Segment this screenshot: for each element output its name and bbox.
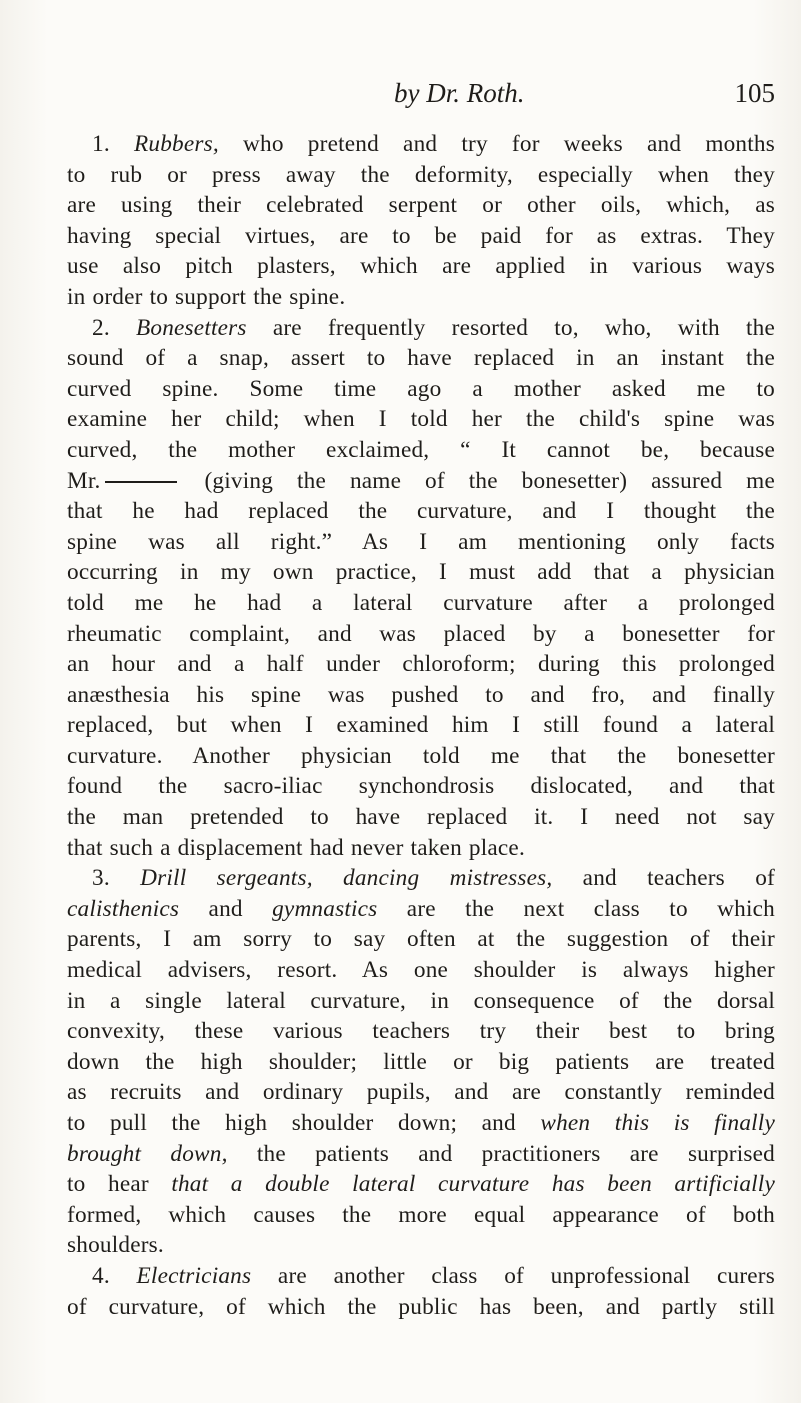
line-text: Mr. [67, 467, 101, 494]
line-text: told me he had a lateral curvature after a prolonged [67, 589, 775, 616]
line-text: are another class of unprofessional curers [251, 1262, 775, 1289]
text-line [67, 343, 775, 374]
text-line [67, 251, 775, 282]
line-text: to rub or press away the deformity, especially when they [67, 161, 775, 188]
line-text: 4. [92, 1262, 137, 1289]
italic-term: Drill sergeants, dancing mistresses, [140, 865, 553, 892]
text-line [67, 1047, 775, 1078]
text-line [67, 221, 775, 252]
text-line [67, 649, 775, 680]
italic-phrase: brought down, [67, 1140, 228, 1167]
italic-phrase: that a double lateral curvature has been artificially [171, 1171, 775, 1198]
text-line [67, 466, 775, 497]
line-text: found the sacro-iliac synchondrosis dislocated, and that [67, 773, 775, 800]
text-line [67, 680, 775, 711]
line-text: occurring in my own practice, I must add that a physician [67, 559, 775, 586]
text-line [67, 924, 775, 955]
line-text: 3. [92, 865, 141, 892]
line-text: shoulders. [67, 1232, 164, 1259]
line-text: and teachers of [552, 865, 775, 892]
line-text: that such a displacement had never taken place. [67, 834, 525, 861]
text-line [67, 863, 775, 894]
line-text: curvature. Another physician told me that the bonesetter [67, 742, 775, 769]
line-text: examine her child; when I told her the child's spine was [67, 406, 775, 433]
italic-term: calisthenics [67, 895, 180, 922]
line-text: use also pitch plasters, which are applied in various ways [67, 253, 775, 280]
text-line [67, 282, 775, 313]
text-line [67, 955, 775, 986]
text-line [67, 1016, 775, 1047]
text-line [67, 588, 775, 619]
italic-term: gymnastics [272, 895, 378, 922]
text-line [67, 1230, 775, 1261]
line-text: the man pretended to have replaced it. I need not say [67, 804, 775, 831]
line-text: (giving the name of the bonesetter) assured me [180, 467, 775, 494]
name-omission-dash [105, 481, 177, 483]
italic-term: Electricians [136, 1262, 252, 1289]
line-text: anæsthesia his spine was pushed to and fro, and finally [67, 681, 775, 708]
text-line [67, 1292, 775, 1323]
line-text: rheumatic complaint, and was placed by a bonesetter for [67, 620, 775, 647]
line-text: 2. [92, 314, 136, 341]
line-text: 1. [92, 131, 134, 157]
text-line [67, 404, 775, 435]
text-line [67, 710, 775, 741]
text-line [67, 741, 775, 772]
text-line [67, 190, 775, 221]
text-line [67, 374, 775, 405]
line-text: sound of a snap, assert to have replaced in an instant the [67, 345, 775, 372]
text-line [67, 619, 775, 650]
text-line [67, 557, 775, 588]
line-text: as recruits and ordinary pupils, and are constantly reminded [67, 1079, 775, 1106]
line-text: in order to support the spine. [67, 283, 346, 310]
italic-term: Rubbers, [133, 131, 219, 157]
line-text: that he had replaced the curvature, and I thought the [67, 498, 775, 525]
text-line [67, 1200, 775, 1231]
italic-term: Bonesetters [135, 314, 247, 341]
page-number: 105 [734, 78, 775, 108]
running-title: by Dr. Roth. [394, 78, 525, 108]
line-text: medical advisers, resort. As one shoulder is always higher [67, 957, 775, 984]
text-line [67, 833, 775, 864]
text-line [67, 1261, 775, 1292]
line-text: to pull the high shoulder down; and [67, 1110, 541, 1136]
text-line [67, 1077, 775, 1108]
line-text: of curvature, of which the public has been, and partly still [67, 1293, 775, 1320]
text-line [67, 986, 775, 1017]
line-text: convexity, these various teachers try their best to bring [67, 1018, 775, 1045]
text-line [67, 435, 775, 466]
line-text: down the high shoulder; little or big patients are treated [67, 1048, 775, 1075]
line-text: an hour and a half under chloroform; during this prolonged [67, 651, 775, 678]
line-text: are using their celebrated serpent or other oils, which, as [67, 192, 775, 219]
text-line [67, 1169, 775, 1200]
running-header [0, 78, 775, 118]
italic-phrase: when this is finally [540, 1110, 775, 1136]
body-text [67, 129, 775, 1322]
text-line [67, 1139, 775, 1170]
line-text: formed, which causes the more equal appearance of both [67, 1201, 775, 1228]
line-text: having special virtues, are to be paid for as extras. They [67, 222, 775, 249]
line-text: in a single lateral curvature, in consequence of the dorsal [67, 987, 775, 1014]
line-text: the patients and practitioners are surprised [227, 1140, 775, 1167]
text-line [67, 160, 775, 191]
text-line [67, 1108, 775, 1139]
text-line [67, 496, 775, 527]
line-text: parents, I am sorry to say often at the suggestion of their [67, 926, 775, 953]
line-text: to hear [67, 1171, 172, 1198]
line-text: are frequently resorted to, who, with the [246, 314, 775, 341]
line-text: are the next class to which [377, 895, 775, 922]
text-line [67, 129, 775, 160]
text-line [67, 527, 775, 558]
text-line [67, 313, 775, 344]
line-text: spine was all right.” As I am mentioning only facts [67, 528, 775, 555]
text-line [67, 771, 775, 802]
line-text: and [179, 895, 273, 922]
line-text: who pretend and try for weeks and months [218, 131, 775, 157]
line-text: replaced, but when I examined him I still found a lateral [67, 712, 775, 739]
text-line [67, 894, 775, 925]
line-text: curved, the mother exclaimed, “ It cannot be, because [67, 436, 775, 463]
text-line [67, 802, 775, 833]
line-text: curved spine. Some time ago a mother asked me to [67, 375, 775, 402]
